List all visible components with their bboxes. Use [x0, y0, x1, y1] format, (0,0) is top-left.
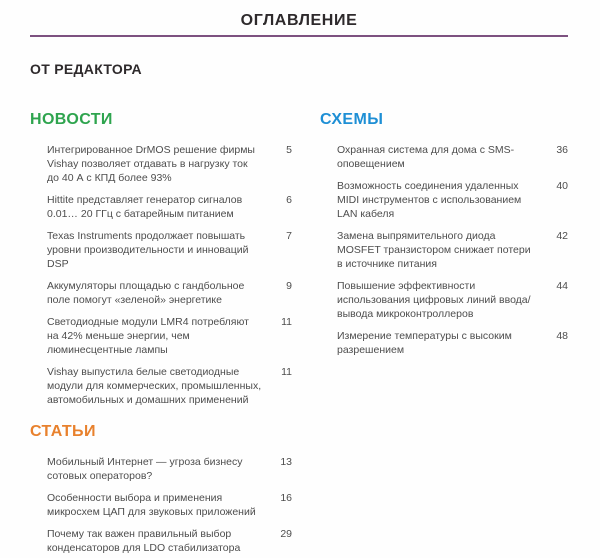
toc-item-title: Повышение эффективности использования цифровых линий ввода/вывода микроконтроллеров — [337, 280, 531, 320]
section-news — [30, 111, 292, 407]
toc-item-page: 48 — [556, 330, 568, 342]
toc-item-title: Аккумуляторы площадью с гандбольное поле помогут «зеленой» энергетике — [47, 280, 245, 306]
toc-item-title: Hittite представляет генератор сигналов 0.01… 20 ГГц с батарейным питанием — [47, 194, 243, 220]
toc-item-title: Измерение температуры с высоким разрешением — [337, 330, 512, 356]
toc-item-page: 36 — [556, 144, 568, 156]
toc-item-page: 9 — [286, 280, 292, 292]
toc-item-title: Интегрированное DrMOS решение фирмы Vishay позволяет отдавать в нагрузку ток до 40 А с КПД более 93% — [47, 144, 255, 184]
section-heading-news: НОВОСТИ — [30, 111, 113, 128]
toc-item-page: 42 — [556, 230, 568, 242]
toc-item — [320, 329, 568, 357]
toc-item-page: 44 — [556, 280, 568, 292]
editor-section-heading: ОТ РЕДАКТОРА — [30, 61, 142, 77]
toc-item-title: Мобильный Интернет — угроза бизнесу сотовых операторов? — [47, 456, 243, 482]
toc-item-page: 7 — [286, 230, 292, 242]
toc-item-title: Охранная система для дома с SMS-оповещением — [337, 144, 515, 170]
toc-item-page: 5 — [286, 144, 292, 156]
toc-item — [320, 143, 568, 171]
toc-item-title: Почему так важен правильный выбор конденсаторов для LDO стабилизатора — [47, 528, 241, 554]
toc-item — [30, 279, 292, 307]
toc-item — [320, 279, 568, 321]
toc-item — [30, 315, 292, 357]
toc-item — [30, 491, 292, 519]
toc-item — [30, 365, 292, 407]
left-column — [30, 111, 292, 558]
toc-item-title: Светодиодные модули LMR4 потребляют на 42% меньше энергии, чем люминесцентные лампы — [47, 316, 249, 356]
toc-item-title: Особенности выбора и применения микросхем ЦАП для звуковых приложений — [47, 492, 256, 518]
toc-item-page: 29 — [280, 528, 292, 540]
toc-item — [30, 143, 292, 185]
toc-item-title: Замена выпрямительного диода MOSFET транзистором снижает потери в источнике питания — [337, 230, 531, 270]
toc-item-page: 13 — [280, 456, 292, 468]
right-column — [320, 111, 568, 558]
section-articles — [30, 423, 292, 555]
toc-item — [30, 527, 292, 555]
section-heading-schemes: СХЕМЫ — [320, 111, 384, 128]
toc-item-title: Vishay выпустила белые светодиодные модули для коммерческих, промышленных, автомобильных и домашних применений — [47, 366, 262, 406]
toc-item — [30, 193, 292, 221]
toc-item-page: 11 — [281, 366, 292, 378]
section-schemes — [320, 111, 568, 357]
toc-item — [30, 455, 292, 483]
page-title: ОГЛАВЛЕНИЕ — [240, 12, 358, 29]
toc-item-page: 40 — [556, 180, 568, 192]
toc-columns — [30, 111, 568, 558]
toc-item-page: 16 — [280, 492, 292, 504]
toc-item-title: Texas Instruments продолжает повышать уровни производительности и инноваций DSP — [47, 230, 249, 270]
section-heading-articles: СТАТЬИ — [30, 423, 96, 440]
toc-item — [30, 229, 292, 271]
toc-item — [320, 179, 568, 221]
toc-item-page: 11 — [281, 316, 292, 328]
toc-item-title: Возможность соединения удаленных MIDI инструментов с использованием LAN кабеля — [337, 180, 522, 220]
toc-item-page: 6 — [286, 194, 292, 206]
toc-item — [320, 229, 568, 271]
title-rule — [30, 35, 568, 37]
